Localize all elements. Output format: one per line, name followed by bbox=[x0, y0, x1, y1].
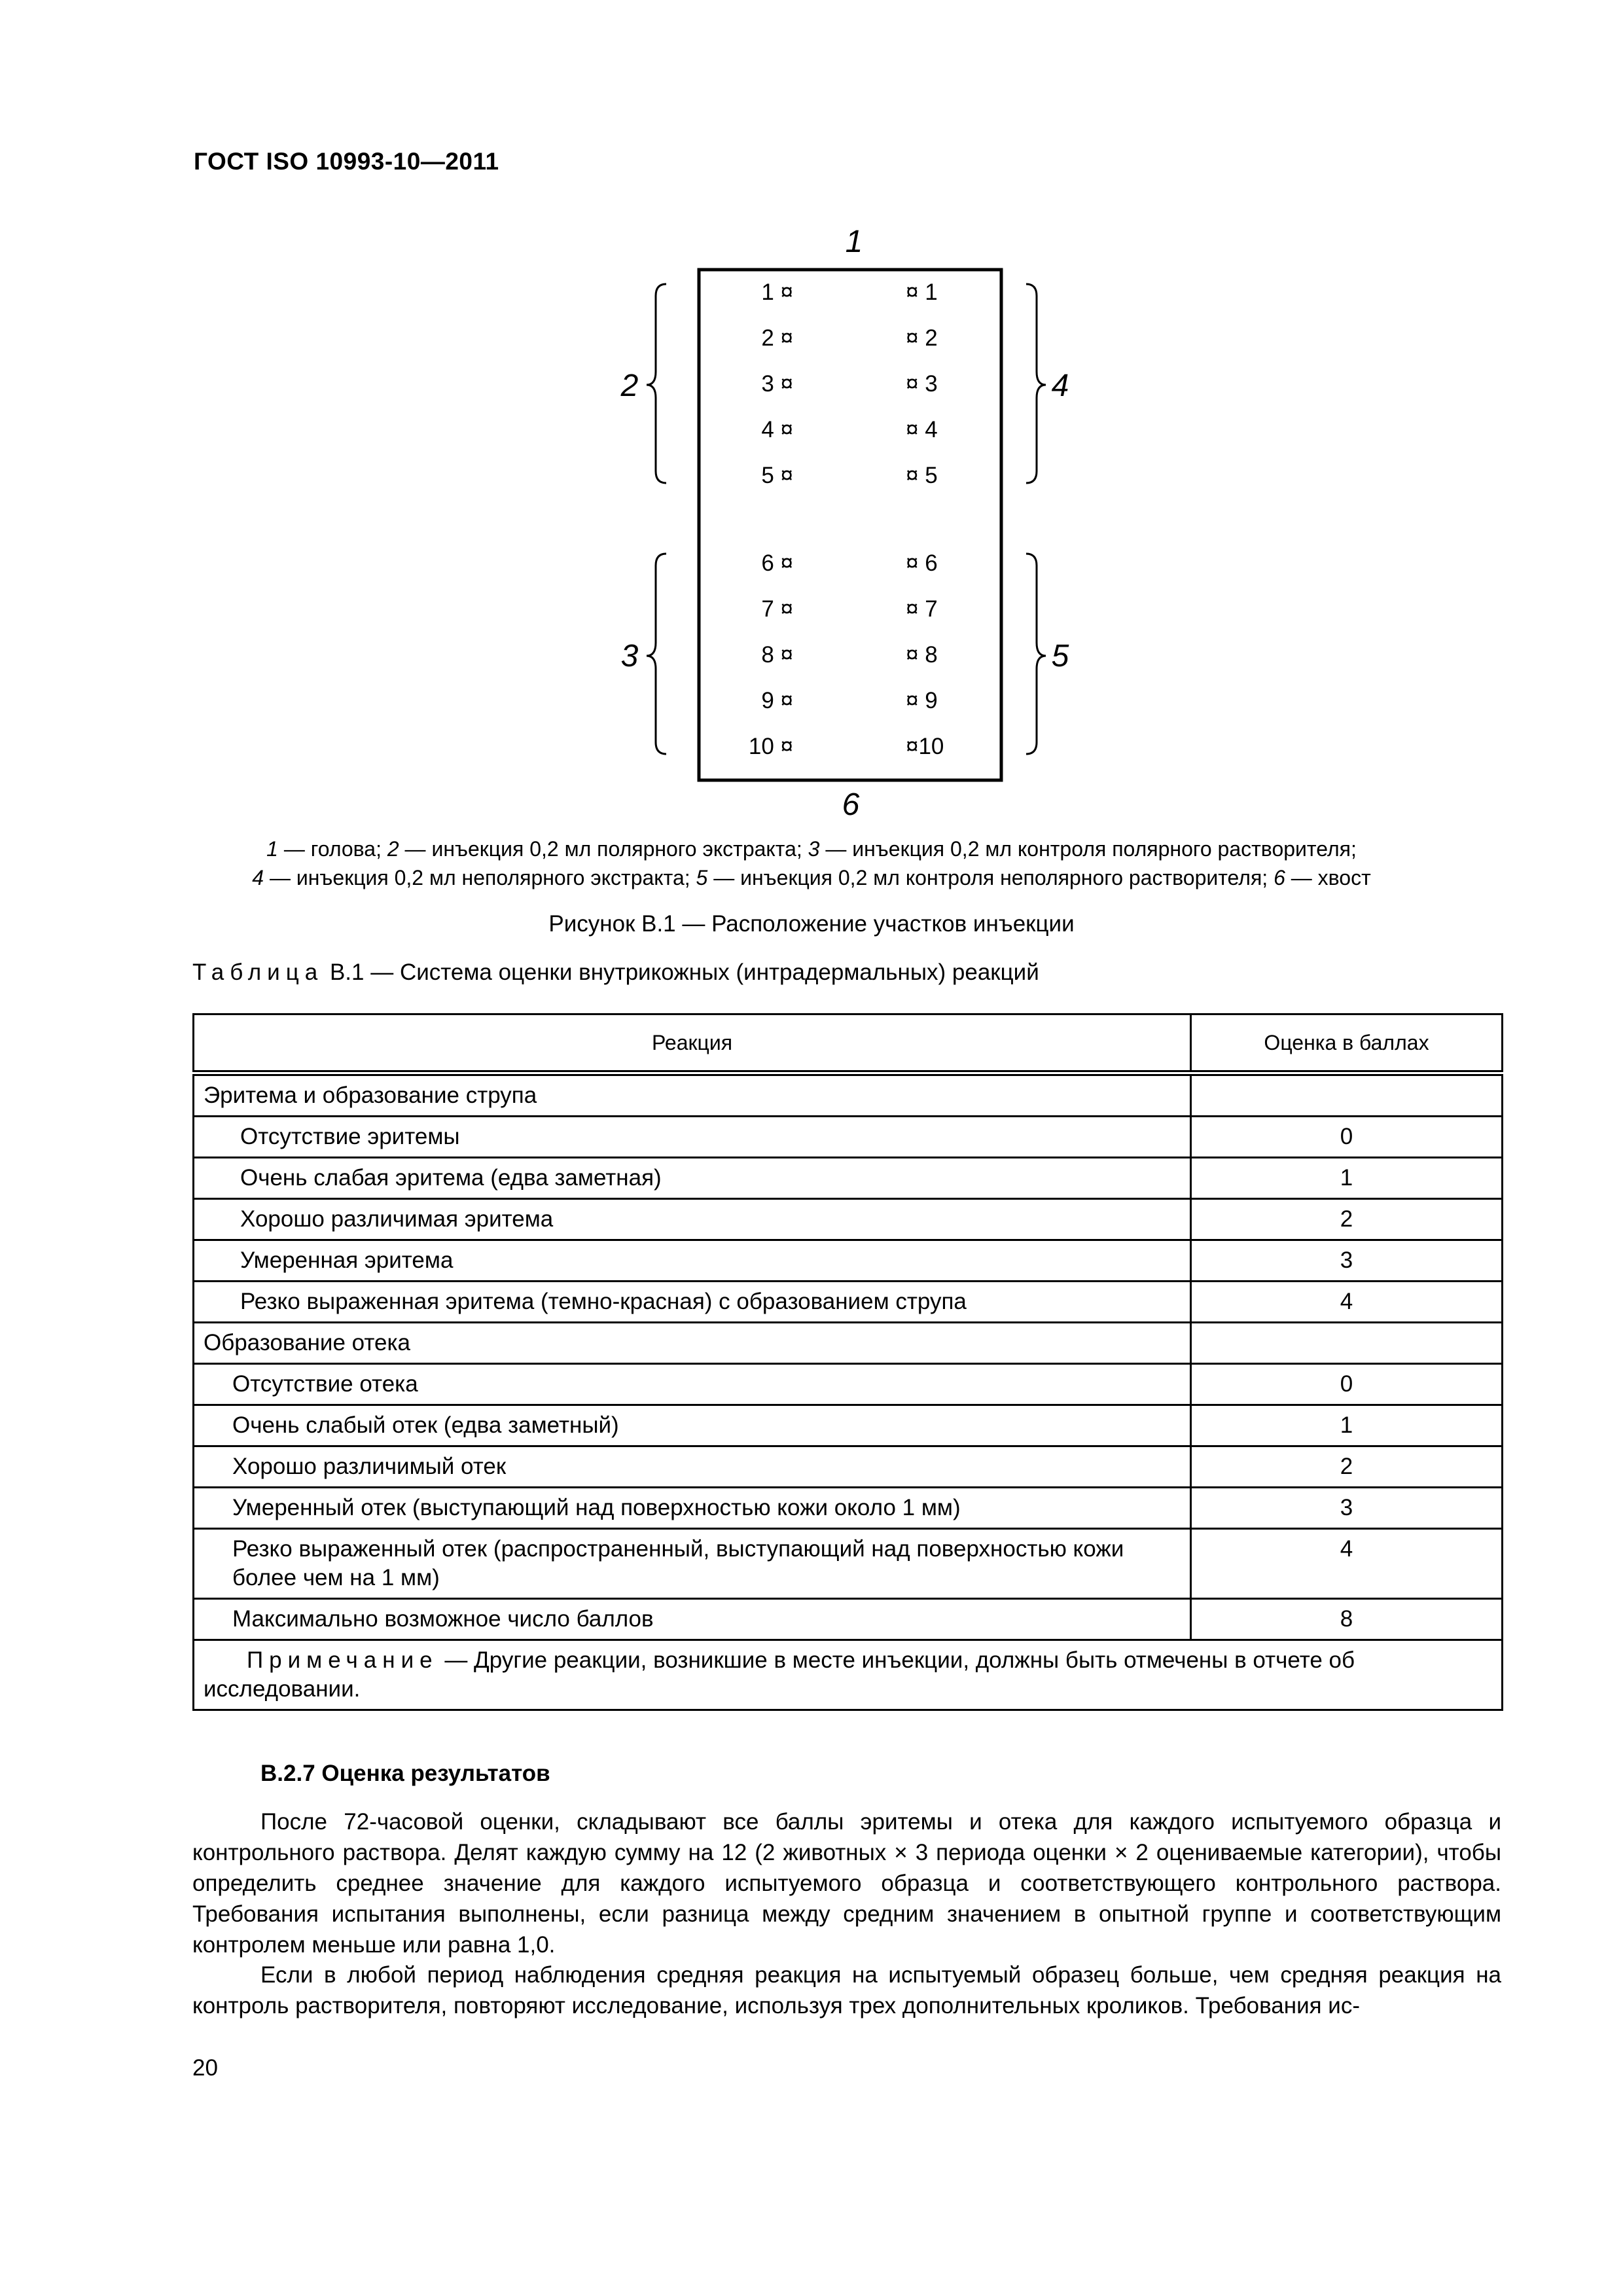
injection-site-left: 7 ¤ bbox=[761, 596, 793, 622]
injection-site-right: ¤ 8 bbox=[906, 642, 938, 668]
score-cell: 2 bbox=[1191, 1446, 1503, 1488]
section-title: В.2.7 Оценка результатов bbox=[260, 1761, 550, 1786]
group-title-erythema: Эритема и образование струпа bbox=[194, 1073, 1191, 1117]
table-row bbox=[194, 1282, 1503, 1323]
table-row bbox=[194, 1529, 1503, 1599]
table-row bbox=[194, 1117, 1503, 1158]
note-label: Примечание bbox=[247, 1647, 438, 1673]
table-title-text: В.1 — Система оценки внутрикожных (интрадермальных) реакций bbox=[323, 960, 1039, 985]
score-cell: 1 bbox=[1191, 1405, 1503, 1446]
right-upper-brace bbox=[1026, 284, 1046, 483]
figure-label-head: 1 bbox=[845, 224, 863, 259]
score-cell: 2 bbox=[1191, 1199, 1503, 1240]
legend-num: 1 bbox=[266, 837, 278, 861]
reaction-cell: Резко выраженная эритема (темно-красная) с образованием струпа bbox=[194, 1282, 1191, 1323]
reaction-cell: Очень слабый отек (едва заметный) bbox=[194, 1405, 1191, 1446]
figure-legend-line-1 bbox=[170, 834, 1453, 864]
right-lower-brace bbox=[1026, 554, 1046, 754]
injection-site-left: 2 ¤ bbox=[761, 325, 793, 351]
reaction-scoring-table bbox=[192, 1013, 1503, 1711]
legend-text: — хвост bbox=[1285, 866, 1371, 889]
score-cell: 3 bbox=[1191, 1240, 1503, 1282]
injection-site-right: ¤ 7 bbox=[906, 596, 938, 622]
table-row bbox=[194, 1488, 1503, 1529]
group-title-edema: Образование отека bbox=[194, 1323, 1191, 1364]
score-cell: 1 bbox=[1191, 1158, 1503, 1199]
page-number: 20 bbox=[192, 2055, 218, 2081]
injection-site-right: ¤ 1 bbox=[906, 279, 938, 305]
table-row bbox=[194, 1199, 1503, 1240]
injection-sites-figure bbox=[0, 0, 1623, 877]
legend-text: — инъекция 0,2 мл полярного экстракта; bbox=[399, 837, 808, 861]
legend-num: 6 bbox=[1274, 866, 1285, 889]
reaction-cell: Хорошо различимая эритема bbox=[194, 1199, 1191, 1240]
legend-num: 4 bbox=[252, 866, 264, 889]
reaction-cell: Умеренный отек (выступающий над поверхностью кожи около 1 мм) bbox=[194, 1488, 1191, 1529]
animal-back-outline bbox=[699, 270, 1001, 780]
table-row bbox=[194, 1364, 1503, 1405]
table-title bbox=[192, 960, 1039, 986]
note-text: — Другие реакции, возникшие в месте инъекции, должны быть отмечены в отчете об исследовании. bbox=[204, 1647, 1355, 1702]
score-cell: 0 bbox=[1191, 1117, 1503, 1158]
column-header-reaction: Реакция bbox=[194, 1014, 1191, 1073]
score-cell: 0 bbox=[1191, 1364, 1503, 1405]
figure-label-nonpolar-extract: 4 bbox=[1051, 368, 1069, 403]
table-group-row bbox=[194, 1323, 1503, 1364]
table-note-row bbox=[194, 1640, 1503, 1710]
injection-site-right: ¤ 6 bbox=[906, 550, 938, 576]
figure-label-nonpolar-control: 5 bbox=[1051, 639, 1069, 673]
figure-label-polar-extract: 2 bbox=[620, 368, 639, 403]
figure-label-polar-control: 3 bbox=[620, 639, 639, 673]
left-lower-brace bbox=[647, 554, 666, 754]
reaction-cell: Отсутствие эритемы bbox=[194, 1117, 1191, 1158]
table-row bbox=[194, 1446, 1503, 1488]
column-header-score: Оценка в баллах bbox=[1191, 1014, 1503, 1073]
table-group-row bbox=[194, 1073, 1503, 1117]
legend-text: — инъекция 0,2 мл контроля неполярного растворителя; bbox=[707, 866, 1274, 889]
injection-site-right: ¤ 9 bbox=[906, 688, 938, 713]
document-header: ГОСТ ISO 10993-10—2011 bbox=[194, 148, 499, 175]
max-score-label: Максимально возможное число баллов bbox=[194, 1599, 1191, 1640]
figure-label-tail: 6 bbox=[842, 787, 860, 822]
paragraph: Если в любой период наблюдения средняя реакция на испытуемый образец больше, чем средняя реакция на контроль растворителя, повторяют исследование, используя трех дополнительных кроликов. Требования ис- bbox=[192, 1962, 1501, 2018]
injection-site-right: ¤ 5 bbox=[906, 463, 938, 488]
reaction-cell: Резко выраженный отек (распространенный, выступающий над поверхностью кожи более чем на 1 мм) bbox=[194, 1529, 1191, 1599]
injection-site-left: 9 ¤ bbox=[761, 688, 793, 713]
reaction-cell: Очень слабая эритема (едва заметная) bbox=[194, 1158, 1191, 1199]
score-cell: 3 bbox=[1191, 1488, 1503, 1529]
score-cell: 4 bbox=[1191, 1529, 1503, 1599]
injection-site-left: 10 ¤ bbox=[748, 734, 793, 759]
table-row-max bbox=[194, 1599, 1503, 1640]
injection-site-left: 6 ¤ bbox=[761, 550, 793, 576]
legend-text: — голова; bbox=[277, 837, 387, 861]
table-header-row bbox=[194, 1014, 1503, 1073]
table-row bbox=[194, 1405, 1503, 1446]
injection-site-left: 1 ¤ bbox=[761, 279, 793, 305]
injection-site-right: ¤ 4 bbox=[906, 417, 938, 442]
injection-site-right: ¤10 bbox=[906, 734, 944, 759]
figure-title: Рисунок В.1 — Расположение участков инъекции bbox=[548, 911, 1075, 937]
legend-text: — инъекция 0,2 мл контроля полярного растворителя; bbox=[819, 837, 1357, 861]
score-cell: 4 bbox=[1191, 1282, 1503, 1323]
max-score-value: 8 bbox=[1191, 1599, 1503, 1640]
legend-num: 5 bbox=[696, 866, 708, 889]
injection-rows bbox=[749, 279, 944, 759]
reaction-cell: Умеренная эритема bbox=[194, 1240, 1191, 1282]
figure-legend-line-2 bbox=[170, 863, 1453, 893]
injection-site-left: 4 ¤ bbox=[761, 417, 793, 442]
table-row bbox=[194, 1240, 1503, 1282]
injection-site-right: ¤ 3 bbox=[906, 371, 938, 397]
reaction-cell: Хорошо различимый отек bbox=[194, 1446, 1191, 1488]
paragraph: После 72-часовой оценки, складывают все баллы эритемы и отека для каждого испытуемого образца и контрольного раствора. Делят каждую сумму на 12 (2 животных × 3 периода оценки × 2 оцениваемые категории), чтобы определить среднее значение для каждого испытуемого образца и соответствующего контрольного раствора. Требования испытания выполнены, если разница между средним значением в опытной группе и соответствующим контролем меньше или равна 1,0. bbox=[192, 1809, 1501, 1958]
table-label: Таблица bbox=[192, 960, 324, 985]
reaction-cell: Отсутствие отека bbox=[194, 1364, 1191, 1405]
legend-num: 2 bbox=[387, 837, 399, 861]
legend-num: 3 bbox=[808, 837, 820, 861]
injection-site-left: 8 ¤ bbox=[761, 642, 793, 668]
injection-site-right: ¤ 2 bbox=[906, 325, 938, 351]
injection-site-left: 5 ¤ bbox=[761, 463, 793, 488]
legend-text: — инъекция 0,2 мл неполярного экстракта; bbox=[264, 866, 696, 889]
table-note bbox=[194, 1640, 1503, 1710]
table-row bbox=[194, 1158, 1503, 1199]
left-upper-brace bbox=[647, 284, 666, 483]
injection-site-left: 3 ¤ bbox=[761, 371, 793, 397]
